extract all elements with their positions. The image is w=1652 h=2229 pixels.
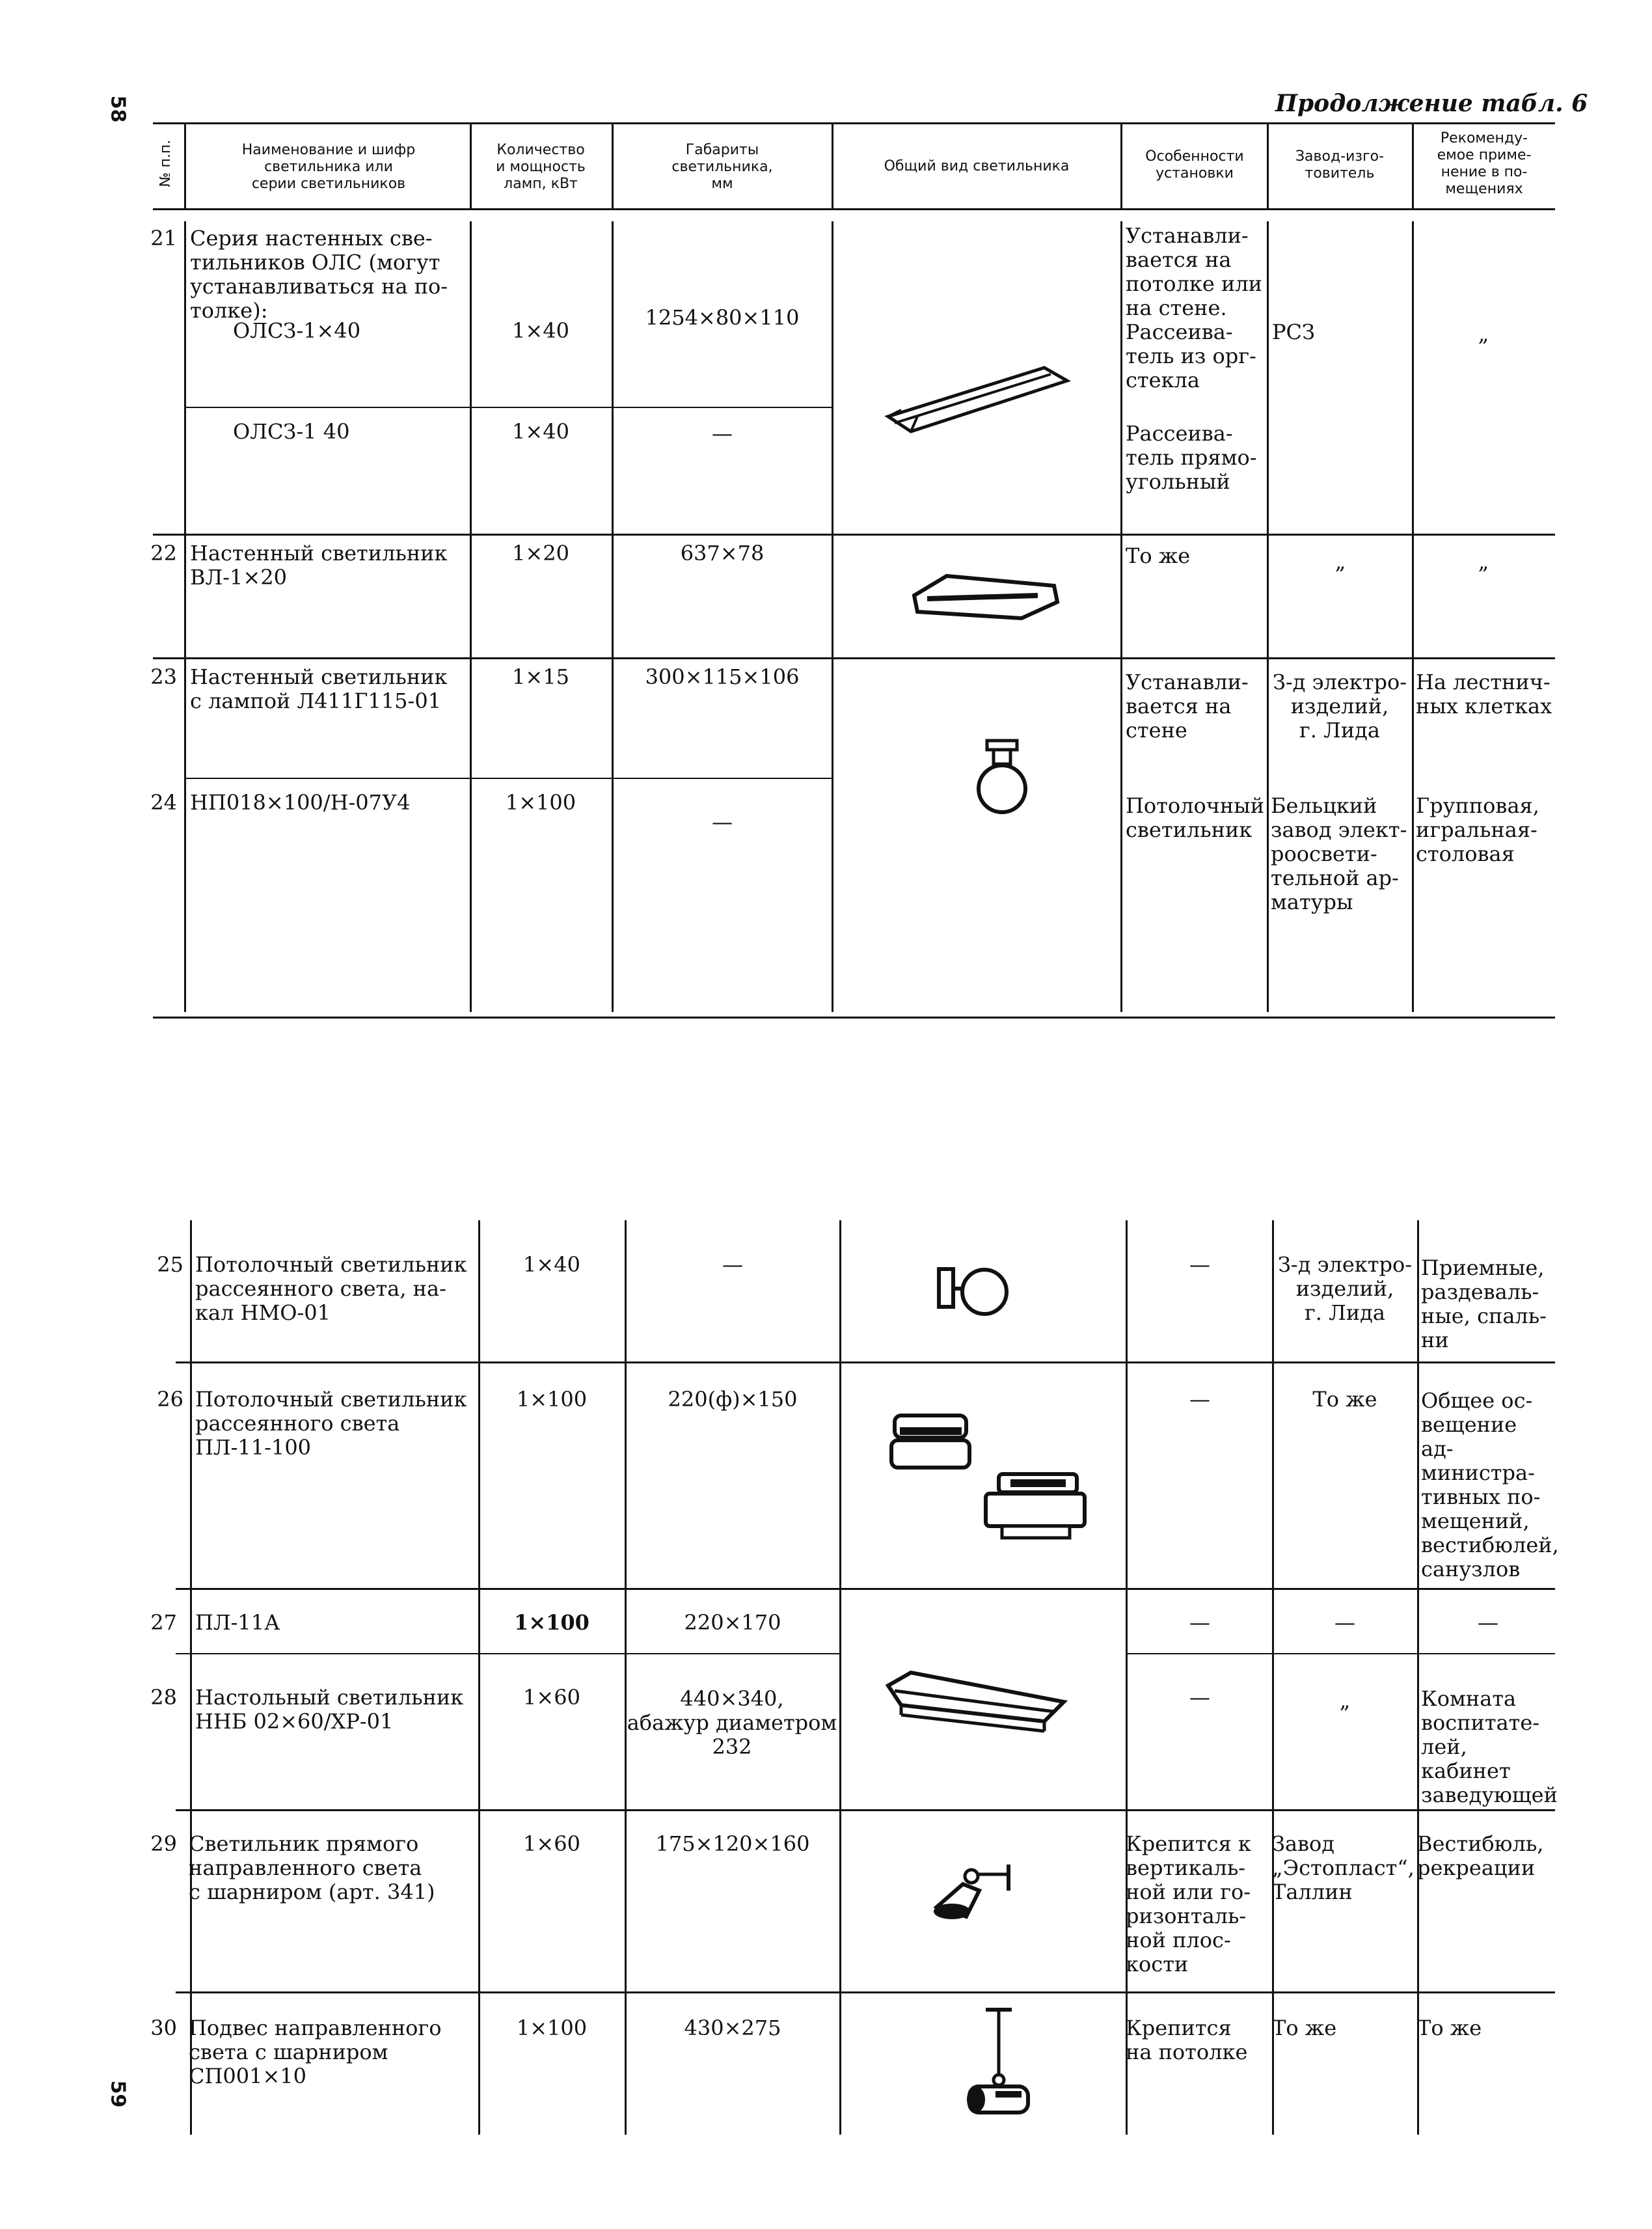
table-caption: Продолжение табл. 6 (1275, 90, 1588, 117)
row-21-num: 21 (150, 226, 177, 251)
row-29-qty: 1×60 (523, 1831, 580, 1856)
row-27-install: — (1189, 1610, 1210, 1635)
header-install: Особенности установки (1145, 148, 1244, 182)
row-27-num: 27 (150, 1610, 177, 1635)
page-number-bottom: 59 (106, 2080, 129, 2108)
row-28-name: Настольный светильник ННБ 02×60/ХР-01 (195, 1685, 464, 1734)
row-22-install: То же (1126, 543, 1191, 568)
row-24-rec: Групповая, игральная- столовая (1416, 793, 1539, 866)
row-23-qty: 1×15 (512, 664, 569, 689)
header-qty: Количество и мощность ламп, кВт (496, 142, 586, 192)
row-24-name: НП018×100/Н-07У4 (190, 790, 411, 815)
header-view: Общий вид светильника (884, 158, 1070, 174)
sconce-globe-icon (934, 1263, 1012, 1328)
header-dims: Габариты светильника, мм (671, 142, 773, 192)
row-30-maker: То же (1272, 2016, 1337, 2040)
header-rec: Рекоменду- емое приме- нение в по- мещениях (1437, 130, 1532, 197)
row-28-rec: Комната воспитате- лей, кабинет заведующей (1421, 1686, 1558, 1807)
row-21-maker: РСЗ (1272, 320, 1315, 344)
row-26-qty: 1×100 (516, 1387, 588, 1412)
header-maker: Завод-изго- товитель (1295, 148, 1385, 182)
row-22-rec: „ (1478, 549, 1489, 574)
row-24-install: Потолочный светильник (1126, 793, 1265, 842)
row-21b-install: Рассеива- тель прямо- угольный (1126, 421, 1257, 494)
row-21-rec: „ (1478, 321, 1489, 346)
pendant-spot-icon (956, 2003, 1041, 2133)
row-28-num: 28 (150, 1685, 177, 1710)
row-21b-sub: ОЛСЗ-1 40 (233, 419, 350, 444)
row-26-maker: То же (1312, 1387, 1377, 1412)
row-23-num: 23 (150, 664, 177, 689)
row-30-rec: То же (1417, 2016, 1482, 2040)
row-21b-qty: 1×40 (512, 419, 569, 444)
row-29-rec: Вестибюль, рекреации (1417, 1831, 1544, 1880)
row-25-maker: З-д электро- изделий, г. Лида (1277, 1252, 1413, 1325)
row-23-name: Настенный светильник с лампой Л411Г115-01 (190, 664, 448, 713)
row-22-maker: „ (1334, 549, 1346, 574)
row-29-maker: Завод „Эстопласт“, Таллин (1272, 1831, 1415, 1904)
row-27-dims: 220×170 (684, 1610, 781, 1635)
row-30-dims: 430×275 (684, 2016, 781, 2040)
row-25-num: 25 (157, 1252, 183, 1277)
row-29-install: Крепится к вертикаль- ной или го- ризонталь- ной плос- кости (1126, 1831, 1251, 1976)
row-21-install: Устанавли- вается на потолке или на стене. Рассеива- тель из орг- стекла (1126, 223, 1262, 392)
row-26-num: 26 (157, 1387, 183, 1412)
row-21-dims: 1254×80×110 (645, 305, 800, 330)
row-21b-dims: — (712, 421, 733, 446)
row-30-qty: 1×100 (516, 2016, 588, 2040)
row-30-num: 30 (150, 2016, 177, 2040)
row-26-install: — (1189, 1387, 1210, 1412)
header-num: № п.п. (157, 139, 174, 187)
row-23-dims: 300×115×106 (645, 664, 800, 689)
page-number-top: 58 (106, 95, 129, 123)
row-27-maker: — (1334, 1610, 1355, 1635)
row-22-num: 22 (150, 541, 177, 566)
header-name: Наименование и шифр светильника или серии светильников (241, 142, 416, 192)
row-24-qty: 1×100 (505, 790, 576, 815)
row-24-num: 24 (150, 790, 177, 815)
row-27-name: ПЛ-11А (195, 1610, 280, 1635)
row-26-name: Потолочный светильник рассеянного света ПЛ-11-100 (195, 1387, 467, 1460)
globe-wall-lamp-icon (973, 735, 1031, 820)
row-25-dims: — (722, 1252, 743, 1277)
row-21-qty: 1×40 (512, 318, 569, 343)
row-25-rec: Приемные, раздеваль- ные, спаль- ни (1421, 1255, 1547, 1352)
row-21-sub: ОЛСЗ-1×40 (233, 318, 361, 343)
row-23-maker: З-д электро- изделий, г. Лида (1272, 670, 1407, 743)
row-25-name: Потолочный светильник рассеянного света, на- кал НМО-01 (195, 1252, 467, 1325)
row-27-rec: — (1478, 1610, 1498, 1635)
linear-fixture-icon (882, 355, 1077, 439)
row-30-install: Крепится на потолке (1126, 2016, 1248, 2064)
row-22-qty: 1×20 (512, 541, 569, 566)
row-26-dims: 220(ф)×150 (668, 1387, 798, 1412)
row-28-maker: „ (1339, 1688, 1351, 1713)
row-26-rec: Общее ос- вещение ад- министра- тивных по- мещений, вестибюлей, санузлов (1421, 1388, 1559, 1581)
spot-lamp-icon (927, 1858, 1018, 1930)
row-25-install: — (1189, 1252, 1210, 1277)
ceiling-fixtures-icon (882, 1409, 1090, 1546)
row-23-rec: На лестнич- ных клетках (1416, 670, 1552, 718)
table-lamp-icon (882, 1666, 1070, 1738)
row-27-qty: 1×100 (514, 1610, 589, 1635)
row-30-name: Подвес направленного света с шарниром СП001×10 (189, 2016, 442, 2088)
row-29-name: Светильник прямого направленного света с шарниром (арт. 341) (189, 1831, 435, 1904)
row-25-qty: 1×40 (523, 1252, 580, 1277)
row-24-dims: — (712, 810, 733, 834)
row-24-maker: Бельцкий завод элект- роосвети- тельной ар- матуры (1271, 793, 1407, 914)
row-23-install: Устанавли- вается на стене (1126, 670, 1249, 743)
row-21-name: Серия настенных све- тильников ОЛС (могут устанавливаться на по- толке): (190, 226, 448, 323)
row-22-name: Настенный светильник ВЛ-1×20 (190, 541, 448, 590)
row-22-dims: 637×78 (680, 541, 765, 566)
row-29-num: 29 (150, 1831, 177, 1856)
row-29-dims: 175×120×160 (655, 1831, 810, 1856)
wall-fixture-icon (908, 566, 1064, 625)
row-28-qty: 1×60 (523, 1685, 580, 1710)
row-28-install: — (1189, 1685, 1210, 1710)
row-28-dims: 440×340, абажур диаметром 232 (627, 1686, 837, 1759)
